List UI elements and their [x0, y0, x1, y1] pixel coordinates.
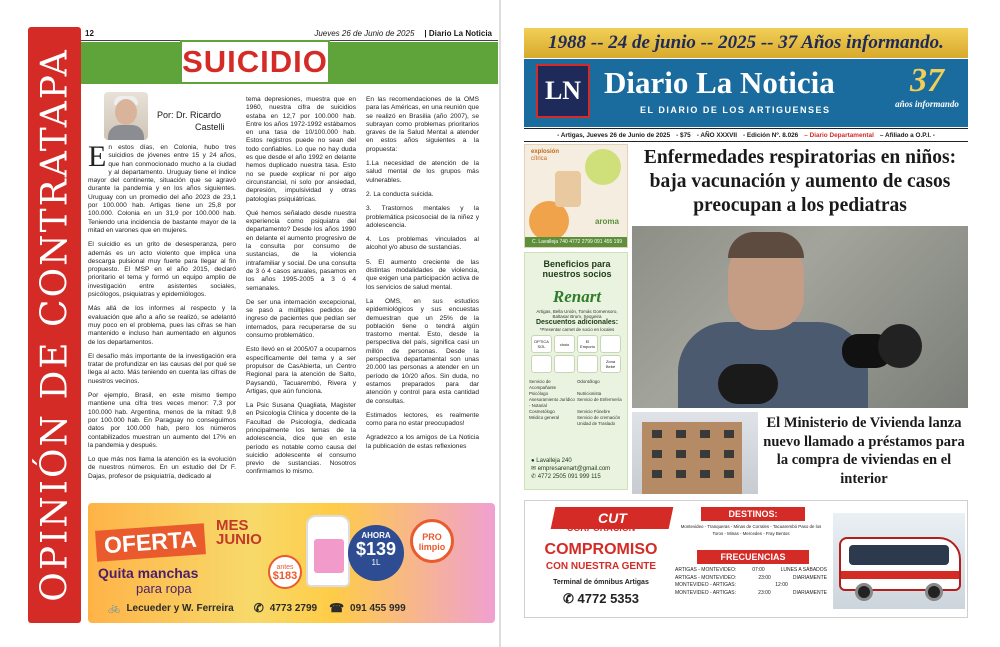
bike-icon: 🚲 — [108, 602, 121, 614]
author-face — [115, 99, 137, 125]
partner-logo: Zona Bebé — [600, 355, 621, 373]
renart-logo: Renart — [552, 287, 602, 306]
frecuencias-table — [675, 567, 827, 598]
dropcap: E — [88, 140, 107, 173]
person-hair — [728, 232, 804, 258]
opinion-side-banner — [28, 27, 81, 623]
renart-advertisement — [524, 252, 628, 490]
cut-corporacion: CORPORACION — [567, 523, 636, 533]
microphone-icon — [878, 324, 922, 368]
edition: - Edición Nº. 8.026 — [742, 131, 799, 139]
product-name: Quita manchas — [98, 565, 199, 581]
paragraph: tema depresiones, muestra que en 1960, nuestra cifra de suicidios estaba en 12,7 por 100.000 hab. Entre los años 1972-1992 estábamos en una tasa de 10/100.000 hab. Estos registros puede no sean del todo confiables. Lo que no hay duda es que desde el año 1992 en delante hemos duplicado nuestra tasa. Esto no se puede explicar ni por algo circunstancial, ni solo por ansiedad, depresión, impulsividad y otras patologías psiquiátricas. — [246, 96, 356, 203]
affiliation: – Afiliado a O.P.I. - — [879, 131, 935, 139]
newspaper-name: Diario La Noticia — [604, 65, 835, 100]
section-title-text: SUICIDIO — [182, 44, 328, 79]
bus-body — [839, 537, 961, 591]
paper-type: – Diario Departamental — [804, 131, 874, 139]
product-bottle-image — [306, 515, 350, 587]
phone-icon: ✆ — [531, 474, 537, 480]
paragraph: En las recomendaciones de la OMS para las Américas, en una reunión que se realizó en Brasilia (año 2007), se subrayan como problemas prioritarios graves de la Salud Mental a atender en estos años siguientes a la propuesta: — [366, 96, 479, 153]
author-byline — [157, 109, 225, 133]
frequency-row — [675, 582, 827, 590]
paragraph: La OMS, en sus estudios epidemiológicos y sus encuestas demuestran que un 25% de la población tiene o tendrá algún trastorno mental. Esto, desde la perspectiva del país, significa casi un millón de personas. Desde la perspectiva departamental son unas 20.000 las personas a atender en un período de 10/20 años. Sin duda, no estamos preparados para dar atención y control para esta cantidad de consultas. — [366, 297, 479, 405]
building — [642, 422, 742, 494]
partner-logo: choio — [554, 335, 575, 353]
store-address: Lecueder y W. Ferreira — [126, 602, 234, 614]
new-price-badge — [348, 525, 404, 581]
service-item: Psicólogo — [529, 391, 549, 396]
route: ARTIGAS - MONTEVIDEO: — [675, 567, 737, 573]
paragraph: 3. Trastornos mentales y la problemática psicosocial de la niñez y adolescencia. — [366, 205, 479, 229]
destinos-list: Montevideo - Tranqueras - Minas de Corrales - Tacuarembó Paso de los Toros - Minas - Mercedes - Fray Bentos — [680, 524, 822, 536]
ahora-label: AHORA — [361, 531, 391, 540]
bottle-label — [314, 539, 344, 573]
lime-icon — [585, 149, 621, 185]
article-column-1 — [88, 140, 236, 487]
article-column-3 — [366, 96, 479, 457]
product-use: para ropa — [136, 581, 192, 596]
renart-discounts: Descuentos adicionales: — [535, 319, 619, 326]
price: - $75 — [676, 131, 691, 139]
anniversary-banner — [524, 28, 968, 58]
service-item: Nutricionista — [577, 391, 602, 396]
bus-windows — [849, 545, 949, 565]
days: LUNES A SÁBADOS — [780, 567, 827, 573]
anniversary-text: 1988 -- 24 de junio -- 2025 -- 37 Años informando. — [548, 32, 944, 53]
article-column-2 — [246, 96, 356, 483]
paragraph: Por ejemplo, Brasil, en este mismo tiempo mantiene una cifra tres veces menor: 7,3 por 100.000 hab. Argentina, menos de la mitad: 9,8 por 100.000 hab. En Paraguay no conseguimos datos por 100.000 hab, pero los números contabilizados muestran un aumento del 17% en la pandemia y después. — [88, 392, 236, 449]
service-item — [529, 421, 577, 427]
page-number: 12 — [85, 29, 94, 38]
cut-terminal: Terminal de ómnibus Artigas — [553, 579, 649, 586]
anniversary-number: 37 — [910, 62, 944, 99]
antes-label: antes — [276, 564, 294, 571]
paragraph: Agradezco a los amigos de La Noticia la publicación de estas reflexiones — [366, 434, 479, 450]
partner-logo — [554, 355, 575, 373]
time: 23:00 — [758, 574, 771, 581]
partner-logo — [531, 355, 552, 373]
edition-info-bar — [524, 128, 968, 142]
paragraph: Qué hemos señalado desde nuestra experiencia como psiquiatra del departamento? Desde los años 1990 en delante el aumento progresivo de la consulta por consumo de sustancias, de la violencia intrafamiliar y social. De una consulta de 3 ó 4 casos anuales, pasamos en los años 1995-2005 a 3 ó 4 semanales. — [246, 209, 356, 292]
window — [676, 470, 686, 478]
renart-email: empresarenart@gmail.com — [537, 466, 611, 472]
frequency-row — [675, 590, 827, 598]
paragraph: 5. El aumento creciente de las distintas modalidades de violencia, que exigen una participación activa de los servicios de salud mental. — [366, 258, 479, 291]
window — [652, 450, 662, 458]
ahora-price: $139 — [355, 539, 397, 559]
author-prefix: Por: — [157, 110, 174, 120]
service-item: Cosmetólogo — [529, 409, 555, 414]
paragraph-text: n estos días, en Colonia, hubo tres suicidios de jóvenes entre 15 y 24 años, que han conmocionado mucho a la ciudad y al departamento. Uruguay tiene el índice mayor del continente, situación que se agravó durante la pandemia y en los años siguientes. Uruguay con un promedio del año 2023 de 23,1 por 100.000 hab. Artigas tiene un 25,8 por 100.000. Colonia en un 31,9 por 100.000 hab. Teniendo una incidencia de bastante mayor de la mitad en varones que en mujeres. — [88, 144, 236, 234]
window — [700, 470, 710, 478]
page-gutter — [499, 0, 501, 647]
renart-phones: 4772 2505 091 999 115 — [537, 474, 601, 480]
pediatrician-interview-photo — [632, 226, 968, 408]
renart-contact — [531, 457, 610, 481]
prolimpio-logo: PRO limpio — [410, 519, 454, 563]
junio-label: JUNIO — [216, 531, 262, 548]
partner-logo — [600, 335, 621, 353]
main-headline[interactable]: Enfermedades respiratorias en niños: baja vacunación y aumento de casos preocupan a los pediatras — [643, 147, 957, 216]
side-banner-text: OPINIÓN DE CONTRATAPA — [34, 48, 75, 602]
aroma-brand: aroma — [594, 217, 619, 226]
mes-junio — [216, 519, 262, 547]
section-title — [180, 40, 330, 84]
frecuencias-title: FRECUENCIAS — [697, 550, 809, 564]
paragraph: Lo que más nos llama la atención es la evolución de nuestros números. En un estudio del Dr F. Dajas, profesor de psiquiatría, dedicado al — [88, 456, 236, 480]
time: 23:00 — [758, 590, 771, 597]
email-icon: ✉ — [531, 466, 537, 472]
days: DIARIAMENTE — [792, 590, 827, 597]
author-body — [108, 125, 144, 140]
renart-heading: Beneficios para nuestros socios — [542, 259, 612, 279]
renart-discounts-note: *Presentar carnet de socio en locales — [539, 327, 615, 332]
cut-phone-number: 4772 5353 — [577, 591, 639, 606]
partner-logos — [531, 335, 623, 373]
cut-slogan-2: CON NUESTRA GENTE — [545, 561, 657, 572]
renart-cities: Artigas, Bella Unión, Tomás Gomensoro, Baltasar Brum, Sequeira — [536, 309, 618, 319]
route: MONTEVIDEO - ARTIGAS: — [675, 582, 737, 589]
cut-phone — [531, 591, 671, 607]
aroma-line-2: cítrica — [531, 156, 548, 162]
frequency-row — [675, 567, 827, 575]
cut-bus-advertisement — [524, 500, 968, 618]
wheel-icon — [855, 583, 873, 601]
antes-price: $183 — [272, 570, 298, 582]
renart-address: Lavalleja 240 — [536, 458, 572, 464]
product-bottle-icon — [555, 171, 581, 207]
window — [724, 470, 734, 478]
service-item: Servicio Fúnebre — [577, 409, 611, 414]
whatsapp-icon: ☎ — [329, 601, 345, 615]
window — [652, 470, 662, 478]
paragraph: La Psic Susana Quagliata, Magister en Psicología Clínica y docente de la Facultad de Psicología, dedicada principalmente los temas de la adolescencia, dice que en este período es notable como causa del suicidio adolescente el consumo previo de sustancias. Nosotros confirmamos lo mismo. — [246, 402, 356, 476]
housing-building-photo — [632, 412, 758, 494]
window — [700, 450, 710, 458]
paragraph: Más allá de los informes al respecto y la evaluación que año a año se realizó, se adelantó muy poco en el problema, pues las cifras se han mantenido e incluso han aumentado en algunos de los departamentos. — [88, 305, 236, 346]
aroma-advertisement — [524, 144, 628, 248]
paragraph: De ser una internación excepcional, se pasó a múltiples pedidos de ingreso de pacientes que pedían ser internados, para recuperarse de su consumo problemático. — [246, 298, 356, 340]
route: ARTIGAS - MONTEVIDEO: — [675, 574, 737, 581]
page-header — [81, 27, 498, 41]
aroma-footer: C. Lavalleja 740 4772 2799 091 455 199 — [525, 237, 628, 247]
paragraph: 2. La conducta suicida. — [366, 190, 434, 198]
partner-logo — [577, 355, 598, 373]
orange-icon — [529, 201, 569, 241]
anniversary-logo — [892, 63, 962, 121]
window — [700, 430, 710, 438]
cut-logo-text: CUT — [597, 510, 627, 526]
paragraph: 1.La necesidad de atención de la salud mental de los grupos más vulnerables. — [366, 160, 479, 184]
service-item: Servicio de Acompañante — [529, 379, 557, 390]
secondary-headline[interactable]: El Ministerio de Vivienda lanza nuevo llamado a préstamos para la compra de viviendas en el interior — [763, 415, 965, 487]
paragraph — [88, 140, 236, 235]
year: - AÑO XXXVII — [696, 131, 737, 139]
wheel-icon — [925, 583, 943, 601]
aroma-line-1: explosión — [531, 149, 560, 155]
service-item: Odontólogo — [577, 379, 600, 384]
days: DIARIAMENTE — [792, 574, 827, 581]
service-item: Servicio de cremación — [577, 415, 621, 420]
paragraph: 4. Los problemas vinculados al alcohol y/o abuso de sustancias. — [366, 236, 479, 252]
window — [676, 450, 686, 458]
paragraph: El suicidio es un grito de desesperanza, pero además es un acto violento que implica una descarga pulsional muy fuerte para llegar al fin propuesto. El MSP en el año 2015, declaró prioritario el tema y formó un equipo amplio de investigación entre asistentes sociales, psicólogos, psiquiatras y epidemiólogos. — [88, 241, 236, 299]
old-price-badge — [268, 555, 302, 589]
window — [724, 450, 734, 458]
service-item: Servicio de Enfermería — [577, 397, 622, 402]
location-date: - Artigas, Jueves 26 de Junio de 2025 — [557, 131, 671, 139]
oferta-footer — [108, 601, 406, 615]
route: MONTEVIDEO - ARTIGAS: — [675, 590, 737, 597]
partner-logo: OPTICA SOL — [531, 335, 552, 353]
masthead — [524, 59, 968, 127]
author-name-2: Castelli — [195, 122, 225, 132]
header-date: Jueves 26 de Junio de 2025 — [314, 29, 415, 38]
destinos-title: DESTINOS: — [701, 507, 805, 521]
location-icon: ● — [531, 458, 535, 464]
service-item: Asesoramiento Jurídico - Notarial — [529, 397, 575, 408]
paragraph: Esto llevó en el 2005/07 a ocuparnos específicamente del tema y a ser propulsor de CasAbierta, un Centro Regional para la atención de Salto, Paysandú, Tacuarembó, Rivera y Artigas, que aún funciona. — [246, 346, 356, 395]
mes-label: MES — [216, 517, 249, 534]
newspaper-subtitle: EL DIARIO DE LOS ARTIGUENSES — [640, 105, 831, 115]
window — [676, 430, 686, 438]
oferta-label: OFERTA — [95, 523, 206, 562]
store-phone: 4773 2799 — [269, 602, 318, 614]
service-item: Médico general — [529, 415, 560, 420]
bus-photo — [833, 513, 965, 609]
logo-letters: LN — [544, 76, 582, 105]
microphone-icon — [718, 364, 778, 404]
liters: 1L — [371, 558, 381, 567]
partner-logo: El Emporio — [577, 335, 598, 353]
cut-slogan-1: COMPROMISO — [544, 541, 658, 558]
store-whatsapp: 091 455 999 — [350, 602, 406, 614]
frequency-row — [675, 575, 827, 583]
window — [724, 430, 734, 438]
time: 12:00 — [775, 582, 788, 589]
anniversary-caption: años informando — [895, 99, 959, 109]
time: 07:00 — [752, 567, 765, 573]
paragraph: Estimados lectores, es realmente como para no estar preocupados! — [366, 411, 479, 428]
window — [652, 430, 662, 438]
header-paper: | Diario La Noticia — [424, 29, 492, 38]
phone-icon: ✆ — [563, 591, 574, 606]
service-item: Unidad de Traslado — [577, 421, 616, 426]
paragraph: El desafío más importante de la investigación era tratar de profundizar en las causas del por qué se llega al acto. Más teniendo en cuenta las cifras de nuestros vecinos. — [88, 352, 236, 385]
newspaper-logo — [536, 64, 590, 118]
phone-icon: ✆ — [253, 601, 264, 615]
author-name-1: Dr. Ricardo — [176, 110, 222, 120]
renart-services — [529, 379, 625, 427]
bus-stripe — [841, 571, 959, 579]
author-photo — [104, 92, 148, 140]
oferta-advertisement — [88, 503, 495, 623]
